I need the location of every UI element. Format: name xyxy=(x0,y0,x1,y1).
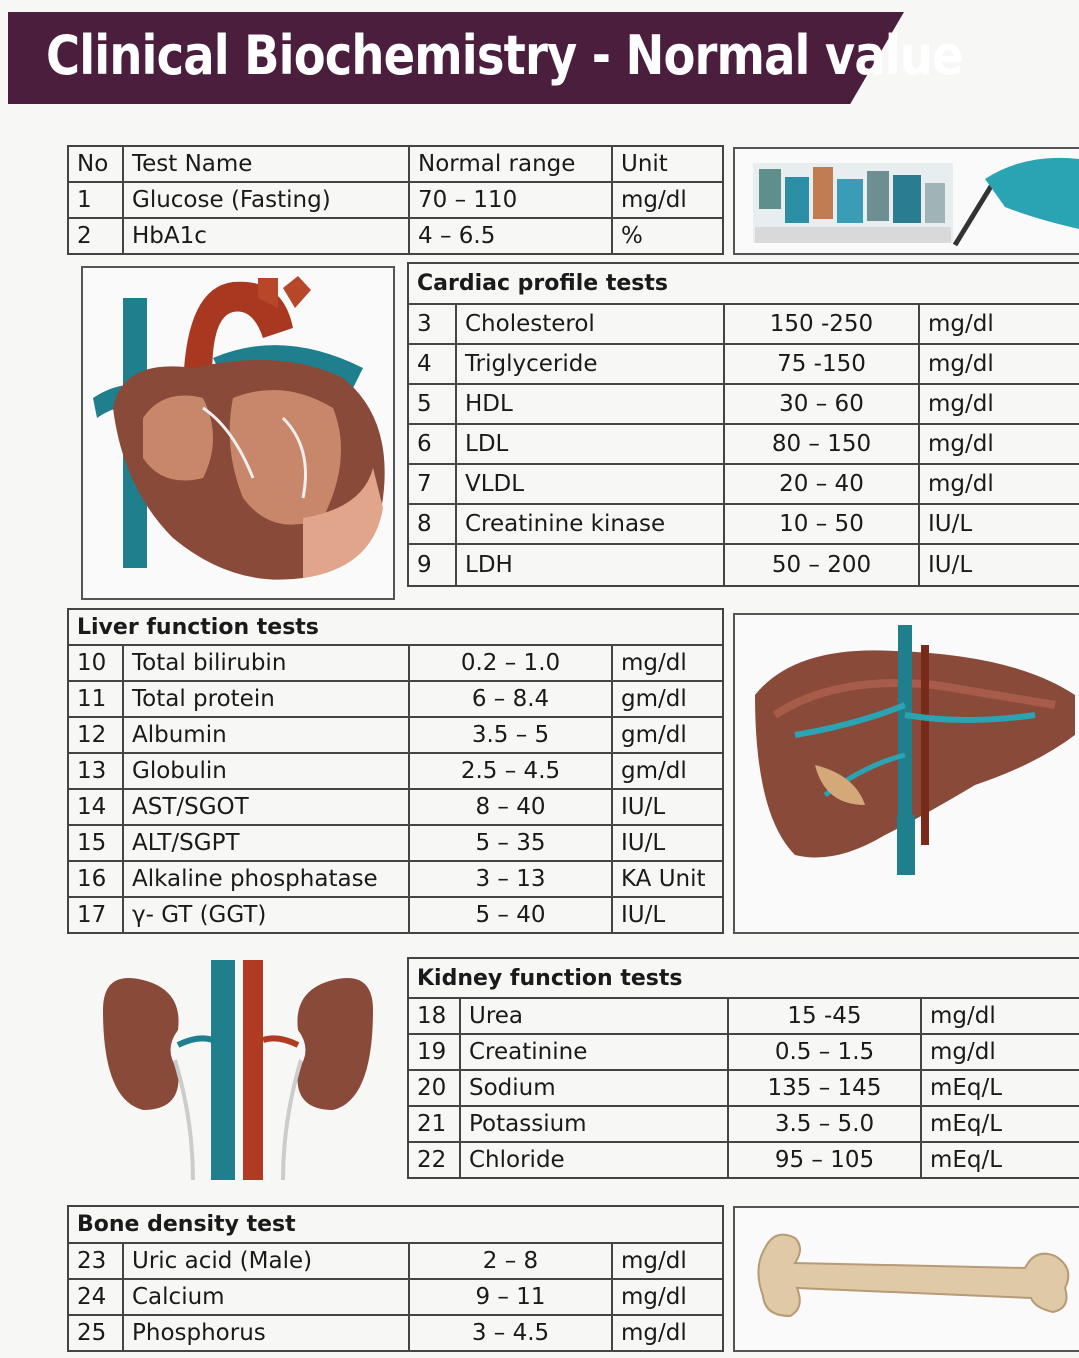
row-range: 5 – 40 xyxy=(409,897,612,933)
row-range: 9 – 11 xyxy=(409,1279,612,1315)
row-range: 4 – 6.5 xyxy=(409,218,612,254)
row-test-name: Total protein xyxy=(123,681,409,717)
row-test-name: HbA1c xyxy=(123,218,409,254)
row-range: 5 – 35 xyxy=(409,825,612,861)
row-test-name: HDL xyxy=(456,384,724,424)
lab-equipment-illustration xyxy=(733,147,1079,255)
table-row xyxy=(408,1070,1079,1106)
table-row xyxy=(408,1142,1079,1178)
row-test-name: VLDL xyxy=(456,464,724,504)
row-unit: mg/dl xyxy=(612,182,723,218)
row-test-name: Alkaline phosphatase xyxy=(123,861,409,897)
row-test-name: Urea xyxy=(460,998,728,1034)
table-row xyxy=(408,384,1079,424)
row-test-name: Chloride xyxy=(460,1142,728,1178)
row-unit: gm/dl xyxy=(612,681,723,717)
row-range: 2 – 8 xyxy=(409,1243,612,1279)
row-unit: mg/dl xyxy=(612,1243,723,1279)
row-no: 8 xyxy=(408,504,456,544)
table-row xyxy=(68,753,723,789)
header-normal-range: Normal range xyxy=(409,146,612,182)
section-title-kidney: Kidney function tests xyxy=(408,958,1079,998)
table-row xyxy=(68,182,723,218)
row-no: 12 xyxy=(68,717,123,753)
page-title: Clinical Biochemistry - Normal value xyxy=(46,24,963,87)
row-range: 3.5 – 5.0 xyxy=(728,1106,921,1142)
row-no: 17 xyxy=(68,897,123,933)
table-header-row xyxy=(68,146,723,182)
row-test-name: Globulin xyxy=(123,753,409,789)
row-range: 0.5 – 1.5 xyxy=(728,1034,921,1070)
table-row xyxy=(68,645,723,681)
row-no: 1 xyxy=(68,182,123,218)
row-unit: mg/dl xyxy=(919,464,1079,504)
table-row xyxy=(68,1315,723,1351)
liver-function-table xyxy=(67,608,724,934)
row-unit: mg/dl xyxy=(612,1315,723,1351)
row-unit: mg/dl xyxy=(921,1034,1079,1070)
row-unit: gm/dl xyxy=(612,753,723,789)
table-row xyxy=(408,1034,1079,1070)
row-no: 20 xyxy=(408,1070,460,1106)
row-unit: mg/dl xyxy=(612,645,723,681)
row-no: 2 xyxy=(68,218,123,254)
row-no: 23 xyxy=(68,1243,123,1279)
table-row xyxy=(68,218,723,254)
row-range: 95 – 105 xyxy=(728,1142,921,1178)
table-row xyxy=(68,717,723,753)
row-test-name: LDH xyxy=(456,544,724,586)
row-no: 6 xyxy=(408,424,456,464)
row-range: 50 – 200 xyxy=(724,544,919,586)
row-test-name: Sodium xyxy=(460,1070,728,1106)
row-range: 3 – 13 xyxy=(409,861,612,897)
row-range: 135 – 145 xyxy=(728,1070,921,1106)
table-row xyxy=(408,464,1079,504)
kidney-illustration xyxy=(81,948,395,1185)
row-unit: KA Unit xyxy=(612,861,723,897)
row-test-name: Total bilirubin xyxy=(123,645,409,681)
row-range: 8 – 40 xyxy=(409,789,612,825)
row-test-name: γ- GT (GGT) xyxy=(123,897,409,933)
header-unit: Unit xyxy=(612,146,723,182)
row-no: 19 xyxy=(408,1034,460,1070)
row-range: 10 – 50 xyxy=(724,504,919,544)
row-unit: mEq/L xyxy=(921,1070,1079,1106)
row-no: 21 xyxy=(408,1106,460,1142)
row-unit: mEq/L xyxy=(921,1142,1079,1178)
row-unit: mg/dl xyxy=(919,344,1079,384)
row-range: 30 – 60 xyxy=(724,384,919,424)
row-range: 0.2 – 1.0 xyxy=(409,645,612,681)
row-unit: mg/dl xyxy=(919,424,1079,464)
row-test-name: Phosphorus xyxy=(123,1315,409,1351)
row-test-name: Cholesterol xyxy=(456,304,724,344)
row-range: 3.5 – 5 xyxy=(409,717,612,753)
row-unit: gm/dl xyxy=(612,717,723,753)
row-unit: mg/dl xyxy=(919,304,1079,344)
row-test-name: Calcium xyxy=(123,1279,409,1315)
row-test-name: Uric acid (Male) xyxy=(123,1243,409,1279)
row-test-name: Potassium xyxy=(460,1106,728,1142)
row-no: 25 xyxy=(68,1315,123,1351)
row-unit: IU/L xyxy=(919,504,1079,544)
row-test-name: Albumin xyxy=(123,717,409,753)
row-range: 20 – 40 xyxy=(724,464,919,504)
cardiac-profile-table xyxy=(407,262,1079,587)
row-no: 18 xyxy=(408,998,460,1034)
row-no: 5 xyxy=(408,384,456,424)
table-row xyxy=(68,897,723,933)
row-range: 70 – 110 xyxy=(409,182,612,218)
basic-tests-table xyxy=(67,145,724,255)
kidney-function-table xyxy=(407,957,1079,1179)
table-row xyxy=(408,424,1079,464)
row-test-name: ALT/SGPT xyxy=(123,825,409,861)
table-row xyxy=(68,789,723,825)
row-unit: IU/L xyxy=(612,789,723,825)
row-unit: mEq/L xyxy=(921,1106,1079,1142)
bone-illustration xyxy=(733,1206,1079,1352)
table-row xyxy=(408,998,1079,1034)
row-no: 24 xyxy=(68,1279,123,1315)
section-title-bone: Bone density test xyxy=(68,1206,723,1243)
table-row xyxy=(408,504,1079,544)
table-row xyxy=(68,1279,723,1315)
row-no: 11 xyxy=(68,681,123,717)
row-no: 13 xyxy=(68,753,123,789)
row-no: 9 xyxy=(408,544,456,586)
row-unit: mg/dl xyxy=(921,998,1079,1034)
row-no: 4 xyxy=(408,344,456,384)
row-unit: IU/L xyxy=(612,825,723,861)
row-no: 15 xyxy=(68,825,123,861)
row-range: 80 – 150 xyxy=(724,424,919,464)
row-range: 6 – 8.4 xyxy=(409,681,612,717)
row-range: 150 -250 xyxy=(724,304,919,344)
row-unit: mg/dl xyxy=(919,384,1079,424)
row-test-name: Creatinine xyxy=(460,1034,728,1070)
row-test-name: Glucose (Fasting) xyxy=(123,182,409,218)
header-no: No xyxy=(68,146,123,182)
row-test-name: Creatinine kinase xyxy=(456,504,724,544)
row-test-name: Triglyceride xyxy=(456,344,724,384)
table-row xyxy=(68,825,723,861)
row-range: 2.5 – 4.5 xyxy=(409,753,612,789)
row-no: 10 xyxy=(68,645,123,681)
table-row xyxy=(68,681,723,717)
table-row xyxy=(408,544,1079,586)
row-no: 14 xyxy=(68,789,123,825)
liver-illustration xyxy=(733,613,1079,934)
row-unit: % xyxy=(612,218,723,254)
section-title-cardiac: Cardiac profile tests xyxy=(408,263,1079,304)
row-unit: IU/L xyxy=(919,544,1079,586)
row-range: 3 – 4.5 xyxy=(409,1315,612,1351)
row-test-name: LDL xyxy=(456,424,724,464)
row-no: 7 xyxy=(408,464,456,504)
table-row xyxy=(408,304,1079,344)
bone-density-table xyxy=(67,1205,724,1352)
section-title-liver: Liver function tests xyxy=(68,609,723,645)
table-row xyxy=(68,861,723,897)
row-unit: IU/L xyxy=(612,897,723,933)
row-range: 75 -150 xyxy=(724,344,919,384)
table-row xyxy=(68,1243,723,1279)
row-range: 15 -45 xyxy=(728,998,921,1034)
table-row xyxy=(408,1106,1079,1142)
row-unit: mg/dl xyxy=(612,1279,723,1315)
row-test-name: AST/SGOT xyxy=(123,789,409,825)
header-test-name: Test Name xyxy=(123,146,409,182)
row-no: 22 xyxy=(408,1142,460,1178)
row-no: 3 xyxy=(408,304,456,344)
heart-illustration xyxy=(81,266,395,600)
row-no: 16 xyxy=(68,861,123,897)
table-row xyxy=(408,344,1079,384)
